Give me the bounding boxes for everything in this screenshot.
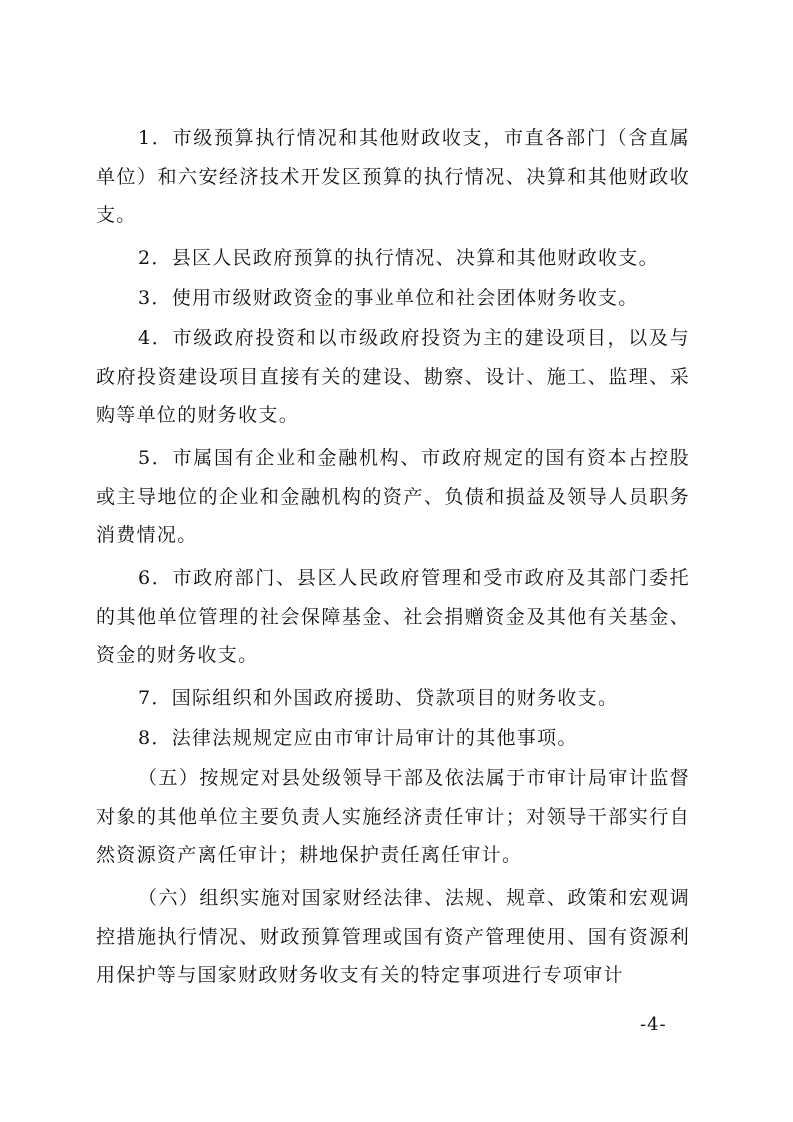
paragraph-item-5: 5．市属国有企业和金融机构、市政府规定的国有资本占控股或主导地位的企业和金融机构的资产、负债和损益及领导人员职务消费情况。 (96, 447, 690, 546)
paragraph-item-1: 1．市级预算执行情况和其他财政收支，市直各部门（含直属单位）和六安经济技术开发区预算的执行情况、决算和其他财政收支。 (96, 127, 690, 226)
paragraph-section-6: （六）组织实施对国家财经法律、法规、规章、政策和宏观调控措施执行情况、财政预算管理或国有资产管理使用、国有资源利用保护等与国家财政财务收支有关的特定事项进行专项审计 (96, 887, 690, 986)
page-number: -4- (640, 1014, 667, 1035)
paragraph-item-3: 3．使用市级财政资金的事业单位和社会团体财务收支。 (138, 287, 639, 309)
paragraph-item-7: 7．国际组织和外国政府援助、贷款项目的财务收支。 (138, 687, 619, 709)
paragraph-item-2: 2．县区人民政府预算的执行情况、决算和其他财政收支。 (138, 247, 659, 269)
paragraph-item-4: 4．市级政府投资和以市级政府投资为主的建设项目，以及与政府投资建设项目直接有关的建设、勘察、设计、施工、监理、采购等单位的财务收支。 (96, 327, 690, 426)
paragraph-item-8: 8．法律法规规定应由市审计局审计的其他事项。 (138, 727, 578, 749)
paragraph-section-5: （五）按规定对县处级领导干部及依法属于市审计局审计监督对象的其他单位主要负责人实施经济责任审计；对领导干部实行自然资源资产离任审计；耕地保护责任离任审计。 (96, 767, 690, 866)
paragraph-item-6: 6．市政府部门、县区人民政府管理和受市政府及其部门委托的其他单位管理的社会保障基金、社会捐赠资金及其他有关基金、资金的财务收支。 (96, 567, 690, 666)
